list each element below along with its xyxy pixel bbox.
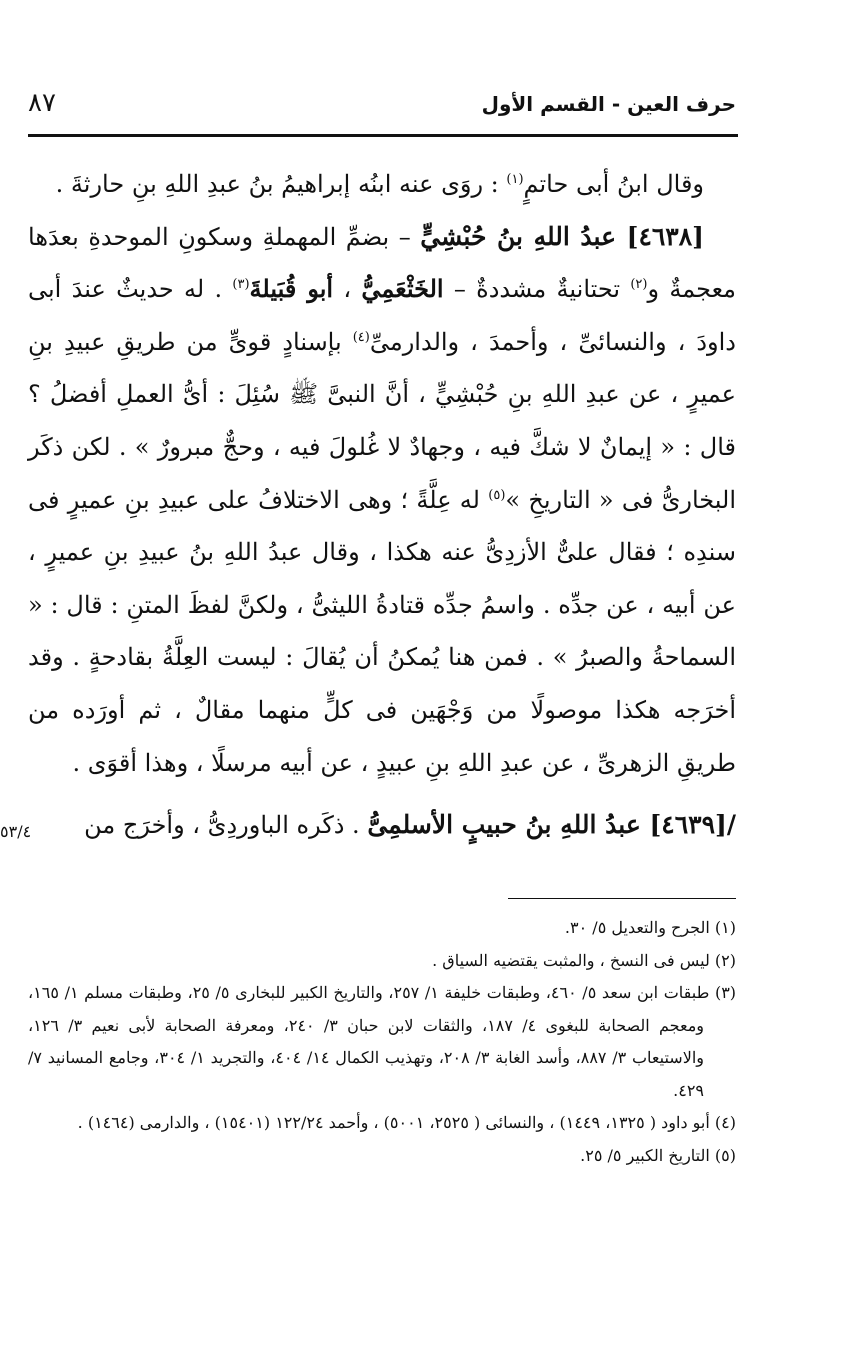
header-rule (28, 134, 738, 137)
entry-4639 (28, 799, 736, 852)
main-text (28, 158, 736, 852)
text-run: : روَى عنه ابنُه إبراهيمُ بنُ عبدِ اللهِ بنِ حارثةَ . (55, 170, 507, 198)
footnote-2: (٢) ليس فى النسخ ، والمثبت يقتضيه السياق . (432, 950, 736, 970)
margin-reference: ٥٣/٤ (0, 822, 32, 841)
kunya-abu-qubayla: أبو قُبَيلةَ (249, 274, 334, 304)
text-run: ، (333, 275, 362, 304)
text-run: . ذكَره الباوردِىُّ ، وأخرَج من (84, 811, 368, 840)
text-run: بإسنادٍ قوىٍّ من طريقِ عبيدِ بنِ عميرٍ ، عن عبدِ اللهِ بنِ حُبْشِيٍّ ، أنَّ النبىَّ ﷺ سُئِلَ : أىُّ العملِ أفضلُ ؟ قال : « إيمانٌ لا شكَّ فيه ، وجهادٌ لا غُلولَ فيه ، وحجٌّ مبرورٌ » . لكن ذكَر البخارىُّ فى « التاريخِ » (28, 327, 737, 514)
entry-4638 (28, 211, 736, 790)
footnote-5: (٥) التاريخ الكبير ٥/ ٢٥. (580, 1145, 736, 1165)
entry-heading-4639: [٤٦٣٩] عبدُ اللهِ بنُ حبيبٍ الأسلمِىُّ (367, 810, 727, 840)
footnote-ref-5: (٥) (488, 487, 506, 503)
page-number: ٨٧ (28, 88, 56, 118)
page-break-slash: / (726, 810, 736, 840)
footnote-separator (508, 898, 736, 899)
footnote-ref-3: (٣) (232, 277, 250, 293)
running-title: حرف العين - القسم الأول (481, 92, 736, 116)
footnote-3: (٣) طبقات ابن سعد ٥/ ٤٦٠، وطبقات خليفة ١/ ٢٥٧، والتاريخ الكبير للبخارى ٥/ ٢٥، وطبقات مسلم ١/ ١٦٥، ومعجم الصحابة للبغوى ٤/ ١٨٧، والثقات لابن حبان ٣/ ٢٤٠، ومعرفة الصحابة لأبى نعيم ٣/ ١٢٦، والاستيعاب ٣/ ٨٨٧، وأسد الغابة ٣/ ٢٠٨، وتهذيب الكمال ١٤/ ٤٠٤، والتجريد ١/ ٣٠٤، وجامع المسانيد ٧/ ٤٢٩. (28, 983, 737, 1100)
footnote-ref-2: (٢) (630, 277, 648, 293)
footnote-ref-1: (١) (506, 172, 524, 187)
text-run: تحتانيةٌ مشددةٌ – (443, 275, 631, 304)
footnote-1: (١) الجرح والتعديل ٥/ ٣٠. (564, 918, 736, 937)
entry-heading-4638: [٤٦٣٨] عبدُ اللهِ بنُ حُبْشِيٍّ (420, 221, 704, 251)
page-header (28, 88, 736, 128)
text-run: له عِلَّةً ؛ وهى الاختلافُ على عبيدِ بنِ عميرٍ فى سندِه ؛ فقال علىٌّ الأزدِىُّ عنه هكذا ، وقال عبدُ اللهِ بنُ عبيدِ بنِ عميرٍ ، عن أبيه ، عن جدِّه . واسمُ جدِّه قتادةُ الليثىُّ ، ولكنَّ لفظَ المتنِ : قال : « السماحةُ والصبرُ » . فمن هنا يُمكنُ أن يُقالَ : ليست العِلَّةُ بقادحةٍ . وقد أخرَجه هكذا موصولًا من وَجْهَين فى كلٍّ منهما مقالٌ ، ثم أورَده من طريقِ الزهرىِّ ، عن عبدِ اللهِ بنِ عبيدٍ ، عن أبيه مرسلًا ، وهذا أقوَى . (28, 485, 736, 777)
nisba-khathami: الخَثْعَمِيُّ (361, 274, 444, 304)
footnote-4: (٤) أبو داود ( ١٣٢٥، ١٤٤٩) ، والنسائى ( ٢٥٢٥، ٥٠٠١) ، وأحمد ١٢٢/٢٤ (١٥٤٠١) ، والدارمى (١٤٦٤) . (77, 1113, 736, 1132)
text-run: – بضمِّ المهملةِ وسكونِ الموحدةِ بعدَها معجمةٌ و (28, 222, 737, 304)
footnote-ref-4: (٤) (352, 329, 370, 345)
text-run: وقال ابنُ أبى حاتمٍ (523, 170, 704, 198)
footnotes (28, 912, 736, 1172)
paragraph-abu-hatim (28, 158, 736, 211)
text-run: . له حديثٌ عندَ أبى داودَ ، والنسائىِّ ، وأحمدَ ، والدارمىِّ (28, 275, 736, 356)
